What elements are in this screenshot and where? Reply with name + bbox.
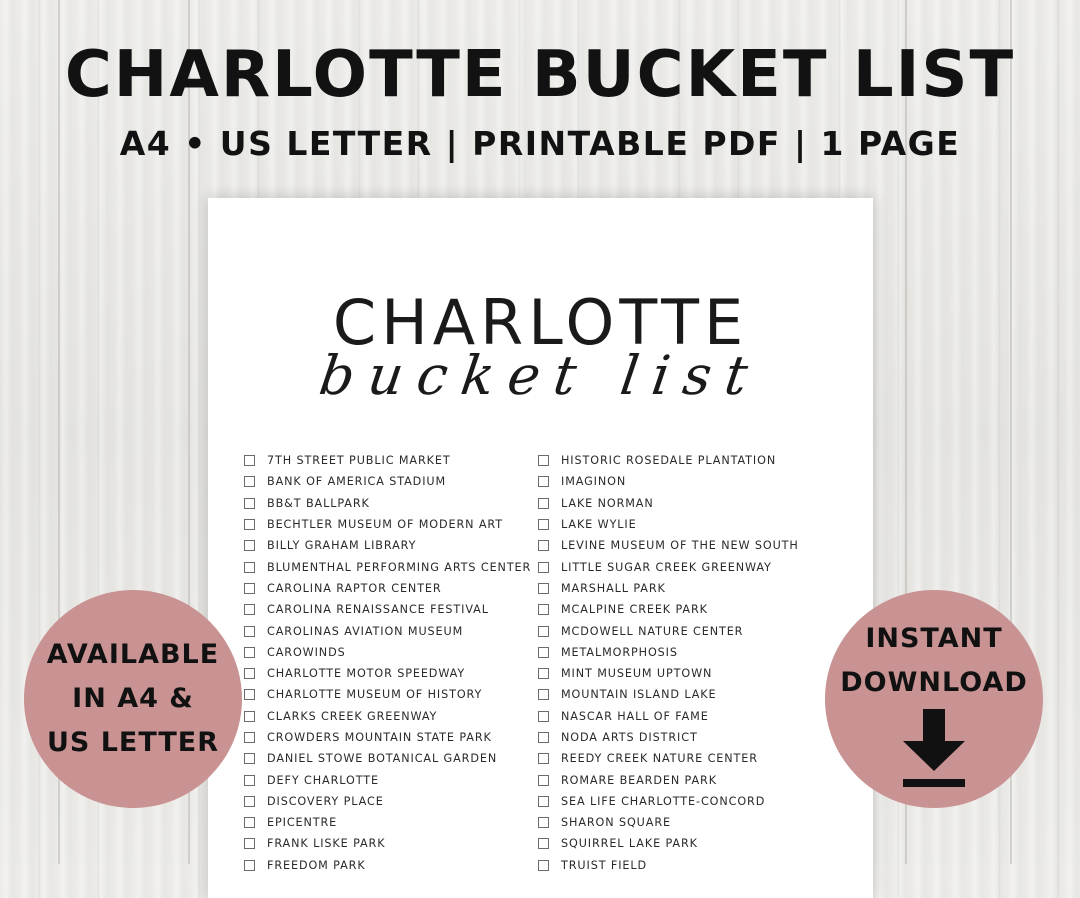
list-item: DISCOVERY PLACE: [244, 791, 531, 812]
download-icon: [901, 709, 967, 787]
list-item: CLARKS CREEK GREENWAY: [244, 706, 531, 727]
checkbox-icon: [538, 689, 549, 700]
list-item: CAROLINA RAPTOR CENTER: [244, 578, 531, 599]
checkbox-icon: [538, 583, 549, 594]
checkbox-icon: [244, 583, 255, 594]
list-item: CHARLOTTE MUSEUM OF HISTORY: [244, 684, 531, 705]
checkbox-icon: [538, 668, 549, 679]
list-item: MOUNTAIN ISLAND LAKE: [538, 684, 799, 705]
checkbox-icon: [244, 540, 255, 551]
instant-download-badge: [825, 590, 1043, 808]
list-item: LAKE WYLIE: [538, 514, 799, 535]
checkbox-icon: [538, 476, 549, 487]
checkbox-icon: [244, 668, 255, 679]
listing-title: CHARLOTTE BUCKET LIST: [64, 38, 1016, 112]
list-item: CAROLINAS AVIATION MUSEUM: [244, 620, 531, 641]
list-item: TRUIST FIELD: [538, 855, 799, 876]
checkbox-icon: [244, 604, 255, 615]
list-item: 7TH STREET PUBLIC MARKET: [244, 450, 531, 471]
list-item: REEDY CREEK NATURE CENTER: [538, 748, 799, 769]
checkbox-icon: [244, 817, 255, 828]
list-item: HISTORIC ROSEDALE PLANTATION: [538, 450, 799, 471]
checkbox-icon: [538, 540, 549, 551]
list-item: SHARON SQUARE: [538, 812, 799, 833]
checkbox-icon: [244, 455, 255, 466]
page-title: CHARLOTTE: [332, 286, 749, 359]
list-item: LITTLE SUGAR CREEK GREENWAY: [538, 556, 799, 577]
checkbox-icon: [538, 775, 549, 786]
checkbox-icon: [538, 817, 549, 828]
checkbox-icon: [244, 626, 255, 637]
list-item: DANIEL STOWE BOTANICAL GARDEN: [244, 748, 531, 769]
list-item: MCDOWELL NATURE CENTER: [538, 620, 799, 641]
list-item: CROWDERS MOUNTAIN STATE PARK: [244, 727, 531, 748]
checkbox-icon: [538, 860, 549, 871]
checkbox-icon: [538, 519, 549, 530]
list-item: CHARLOTTE MOTOR SPEEDWAY: [244, 663, 531, 684]
list-item: LAKE NORMAN: [538, 493, 799, 514]
badge-text-line: IN A4 &: [72, 683, 194, 714]
checkbox-icon: [244, 498, 255, 509]
checkbox-icon: [538, 753, 549, 764]
checkbox-icon: [244, 732, 255, 743]
bucket-list-left-column: [244, 450, 531, 876]
list-item: FRANK LISKE PARK: [244, 833, 531, 854]
list-item: IMAGINON: [538, 471, 799, 492]
checkbox-icon: [538, 732, 549, 743]
list-item: SEA LIFE CHARLOTTE-CONCORD: [538, 791, 799, 812]
checkbox-icon: [538, 562, 549, 573]
checkbox-icon: [244, 519, 255, 530]
checkbox-icon: [244, 562, 255, 573]
list-item: CAROLINA RENAISSANCE FESTIVAL: [244, 599, 531, 620]
checkbox-icon: [244, 647, 255, 658]
checkbox-icon: [244, 860, 255, 871]
checkbox-icon: [244, 711, 255, 722]
checkbox-icon: [538, 604, 549, 615]
checkbox-icon: [244, 689, 255, 700]
checkbox-icon: [538, 711, 549, 722]
bucket-list-right-column: [538, 450, 799, 876]
checkbox-icon: [538, 498, 549, 509]
list-item: ROMARE BEARDEN PARK: [538, 769, 799, 790]
list-item: METALMORPHOSIS: [538, 642, 799, 663]
badge-text-line: AVAILABLE: [46, 639, 220, 670]
checkbox-icon: [244, 838, 255, 849]
checkbox-icon: [538, 647, 549, 658]
list-item: EPICENTRE: [244, 812, 531, 833]
list-item: MINT MUSEUM UPTOWN: [538, 663, 799, 684]
badge-text-line: DOWNLOAD: [840, 667, 1028, 698]
checkbox-icon: [538, 838, 549, 849]
checkbox-icon: [538, 626, 549, 637]
list-item: LEVINE MUSEUM OF THE NEW SOUTH: [538, 535, 799, 556]
list-item: SQUIRREL LAKE PARK: [538, 833, 799, 854]
badge-text-line: US LETTER: [46, 727, 220, 758]
page-script-title: bucket list: [315, 344, 766, 407]
list-item: CAROWINDS: [244, 642, 531, 663]
list-item: BECHTLER MUSEUM OF MODERN ART: [244, 514, 531, 535]
list-item: BLUMENTHAL PERFORMING ARTS CENTER: [244, 556, 531, 577]
list-item: NASCAR HALL OF FAME: [538, 706, 799, 727]
list-item: BB&T BALLPARK: [244, 493, 531, 514]
checkbox-icon: [244, 476, 255, 487]
list-item: BILLY GRAHAM LIBRARY: [244, 535, 531, 556]
list-item: FREEDOM PARK: [244, 855, 531, 876]
checkbox-icon: [538, 455, 549, 466]
listing-subtitle: A4 • US LETTER | PRINTABLE PDF | 1 PAGE: [119, 124, 961, 163]
list-item: MARSHALL PARK: [538, 578, 799, 599]
list-item: BANK OF AMERICA STADIUM: [244, 471, 531, 492]
badge-text-line: INSTANT: [865, 623, 1003, 654]
list-item: NODA ARTS DISTRICT: [538, 727, 799, 748]
checkbox-icon: [244, 775, 255, 786]
checkbox-icon: [538, 796, 549, 807]
printable-page-preview: [208, 198, 873, 898]
format-availability-badge: [24, 590, 242, 808]
checkbox-icon: [244, 753, 255, 764]
list-item: DEFY CHARLOTTE: [244, 769, 531, 790]
checkbox-icon: [244, 796, 255, 807]
list-item: MCALPINE CREEK PARK: [538, 599, 799, 620]
